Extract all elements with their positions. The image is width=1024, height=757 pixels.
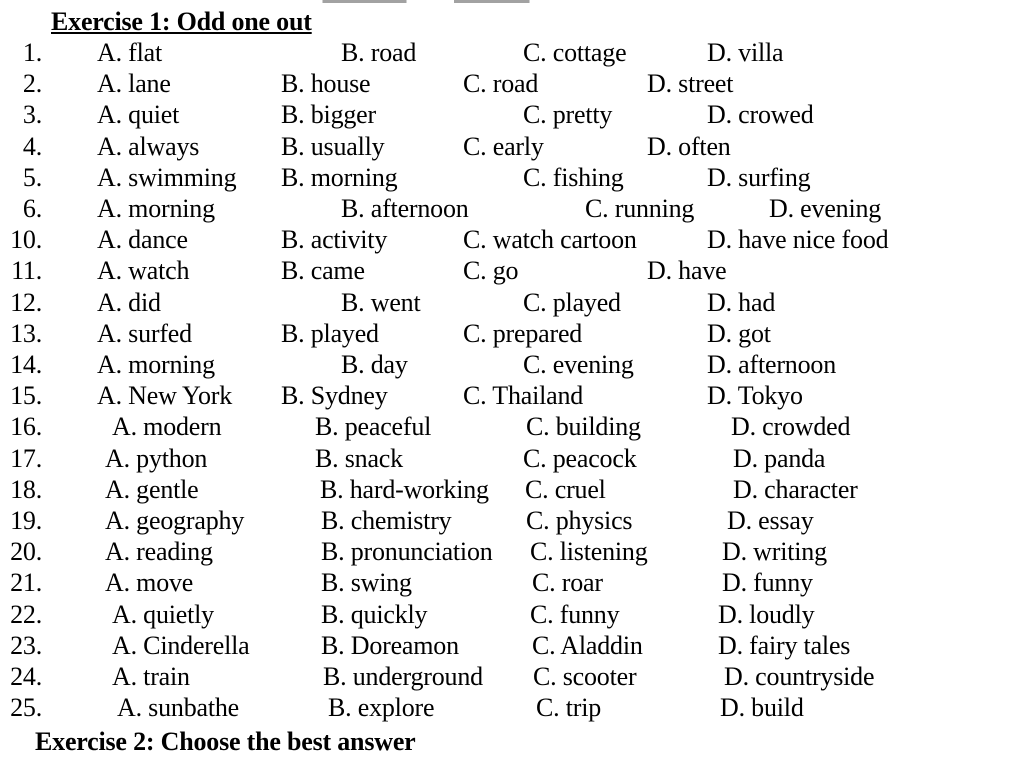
option-b: B. pronunciation bbox=[321, 537, 493, 566]
option-b: B. played bbox=[281, 319, 379, 348]
option-b: B. morning bbox=[281, 163, 398, 192]
option-c: C. cruel bbox=[525, 475, 606, 504]
option-b: B. road bbox=[341, 38, 417, 67]
option-d: D. character bbox=[733, 475, 858, 504]
option-a: A. modern bbox=[112, 412, 222, 441]
question-number: 24. bbox=[10, 662, 42, 691]
option-b: B. usually bbox=[281, 132, 385, 161]
option-d: D. Tokyo bbox=[707, 381, 803, 410]
option-c: C. cottage bbox=[523, 38, 627, 67]
option-a: A. did bbox=[97, 288, 161, 317]
question-number: 17. bbox=[10, 444, 42, 473]
option-b: B. snack bbox=[315, 444, 403, 473]
option-c: C. pretty bbox=[523, 100, 613, 129]
question-number: 12. bbox=[10, 288, 42, 317]
option-b: B. came bbox=[281, 256, 365, 285]
option-c: C. played bbox=[523, 288, 621, 317]
option-b: B. swing bbox=[321, 568, 412, 597]
question-number: 23. bbox=[10, 631, 42, 660]
option-c: C. scooter bbox=[533, 662, 637, 691]
question-number: 4. bbox=[22, 132, 42, 161]
option-a: A. quietly bbox=[112, 600, 214, 629]
question-number: 25. bbox=[10, 693, 42, 722]
option-d: D. evening bbox=[769, 194, 882, 223]
option-c: C. trip bbox=[536, 693, 602, 722]
option-d: D. surfing bbox=[707, 163, 811, 192]
option-b: B. peaceful bbox=[315, 412, 432, 441]
question-number: 13. bbox=[10, 319, 42, 348]
option-c: C. Thailand bbox=[463, 381, 584, 410]
question-number: 10. bbox=[10, 225, 42, 254]
option-c: C. physics bbox=[526, 506, 633, 535]
option-a: A. train bbox=[112, 662, 190, 691]
option-c: C. running bbox=[585, 194, 695, 223]
option-b: B. explore bbox=[328, 693, 435, 722]
option-d: D. funny bbox=[722, 568, 813, 597]
question-number: 18. bbox=[10, 475, 42, 504]
option-d: D. street bbox=[647, 69, 734, 98]
option-c: C. peacock bbox=[523, 444, 637, 473]
option-a: A. watch bbox=[97, 256, 190, 285]
option-d: D. afternoon bbox=[707, 350, 836, 379]
option-b: B. activity bbox=[281, 225, 388, 254]
option-d: D. villa bbox=[707, 38, 784, 67]
option-b: B. Doreamon bbox=[321, 631, 459, 660]
option-a: A. Cinderella bbox=[112, 631, 250, 660]
question-number: 21. bbox=[10, 568, 42, 597]
option-b: B. Sydney bbox=[281, 381, 388, 410]
option-a: A. always bbox=[97, 132, 200, 161]
question-number: 16. bbox=[10, 412, 42, 441]
option-d: D. panda bbox=[733, 444, 826, 473]
question-number: 19. bbox=[10, 506, 42, 535]
option-a: A. surfed bbox=[97, 319, 192, 348]
option-b: B. chemistry bbox=[321, 506, 452, 535]
exercise-2-title: Exercise 2: Choose the best answer bbox=[35, 727, 416, 756]
question-number: 5. bbox=[22, 163, 42, 192]
option-b: B. underground bbox=[323, 662, 483, 691]
option-a: A. morning bbox=[97, 350, 215, 379]
option-c: C. evening bbox=[523, 350, 634, 379]
option-a: A. swimming bbox=[97, 163, 237, 192]
option-b: B. quickly bbox=[321, 600, 428, 629]
option-c: C. building bbox=[526, 412, 641, 441]
option-c: C. early bbox=[463, 132, 544, 161]
option-d: D. have bbox=[647, 256, 727, 285]
option-a: A. flat bbox=[97, 38, 163, 67]
option-a: A. reading bbox=[105, 537, 213, 566]
option-a: A. geography bbox=[105, 506, 245, 535]
option-b: B. bigger bbox=[281, 100, 376, 129]
question-number: 11. bbox=[11, 256, 42, 285]
option-a: A. dance bbox=[97, 225, 188, 254]
option-b: B. went bbox=[341, 288, 421, 317]
option-d: D. writing bbox=[722, 537, 827, 566]
question-number: 22. bbox=[10, 600, 42, 629]
option-d: D. crowded bbox=[731, 412, 851, 441]
question-number: 15. bbox=[10, 381, 42, 410]
option-d: D. often bbox=[647, 132, 731, 161]
option-c: C. prepared bbox=[463, 319, 583, 348]
question-number: 14. bbox=[10, 350, 42, 379]
option-a: A. python bbox=[105, 444, 208, 473]
option-b: B. day bbox=[341, 350, 408, 379]
question-number: 3. bbox=[22, 100, 42, 129]
cut-off-previous-line bbox=[300, 0, 580, 3]
exercise-1-title: Exercise 1: Odd one out bbox=[51, 7, 312, 36]
question-number: 1. bbox=[22, 38, 42, 67]
option-c: C. road bbox=[463, 69, 539, 98]
option-d: D. fairy tales bbox=[718, 631, 851, 660]
option-d: D. essay bbox=[727, 506, 814, 535]
option-d: D. crowed bbox=[707, 100, 814, 129]
option-a: A. gentle bbox=[105, 475, 199, 504]
option-d: D. had bbox=[707, 288, 776, 317]
option-c: C. fishing bbox=[523, 163, 624, 192]
option-a: A. lane bbox=[97, 69, 171, 98]
option-c: C. watch cartoon bbox=[463, 225, 637, 254]
option-d: D. got bbox=[707, 319, 771, 348]
option-c: C. roar bbox=[532, 568, 603, 597]
option-a: A. move bbox=[105, 568, 194, 597]
question-number: 20. bbox=[10, 537, 42, 566]
option-b: B. house bbox=[281, 69, 371, 98]
option-a: A. sunbathe bbox=[117, 693, 239, 722]
option-b: B. hard-working bbox=[320, 475, 489, 504]
option-d: D. loudly bbox=[718, 600, 815, 629]
option-c: C. Aladdin bbox=[532, 631, 643, 660]
question-number: 2. bbox=[22, 69, 42, 98]
option-c: C. go bbox=[463, 256, 519, 285]
option-c: C. funny bbox=[530, 600, 620, 629]
option-d: D. countryside bbox=[724, 662, 875, 691]
question-number: 6. bbox=[22, 194, 42, 223]
option-c: C. listening bbox=[530, 537, 648, 566]
option-a: A. morning bbox=[97, 194, 215, 223]
option-b: B. afternoon bbox=[341, 194, 469, 223]
option-d: D. build bbox=[720, 693, 804, 722]
option-a: A. quiet bbox=[97, 100, 180, 129]
option-d: D. have nice food bbox=[707, 225, 889, 254]
option-a: A. New York bbox=[97, 381, 233, 410]
